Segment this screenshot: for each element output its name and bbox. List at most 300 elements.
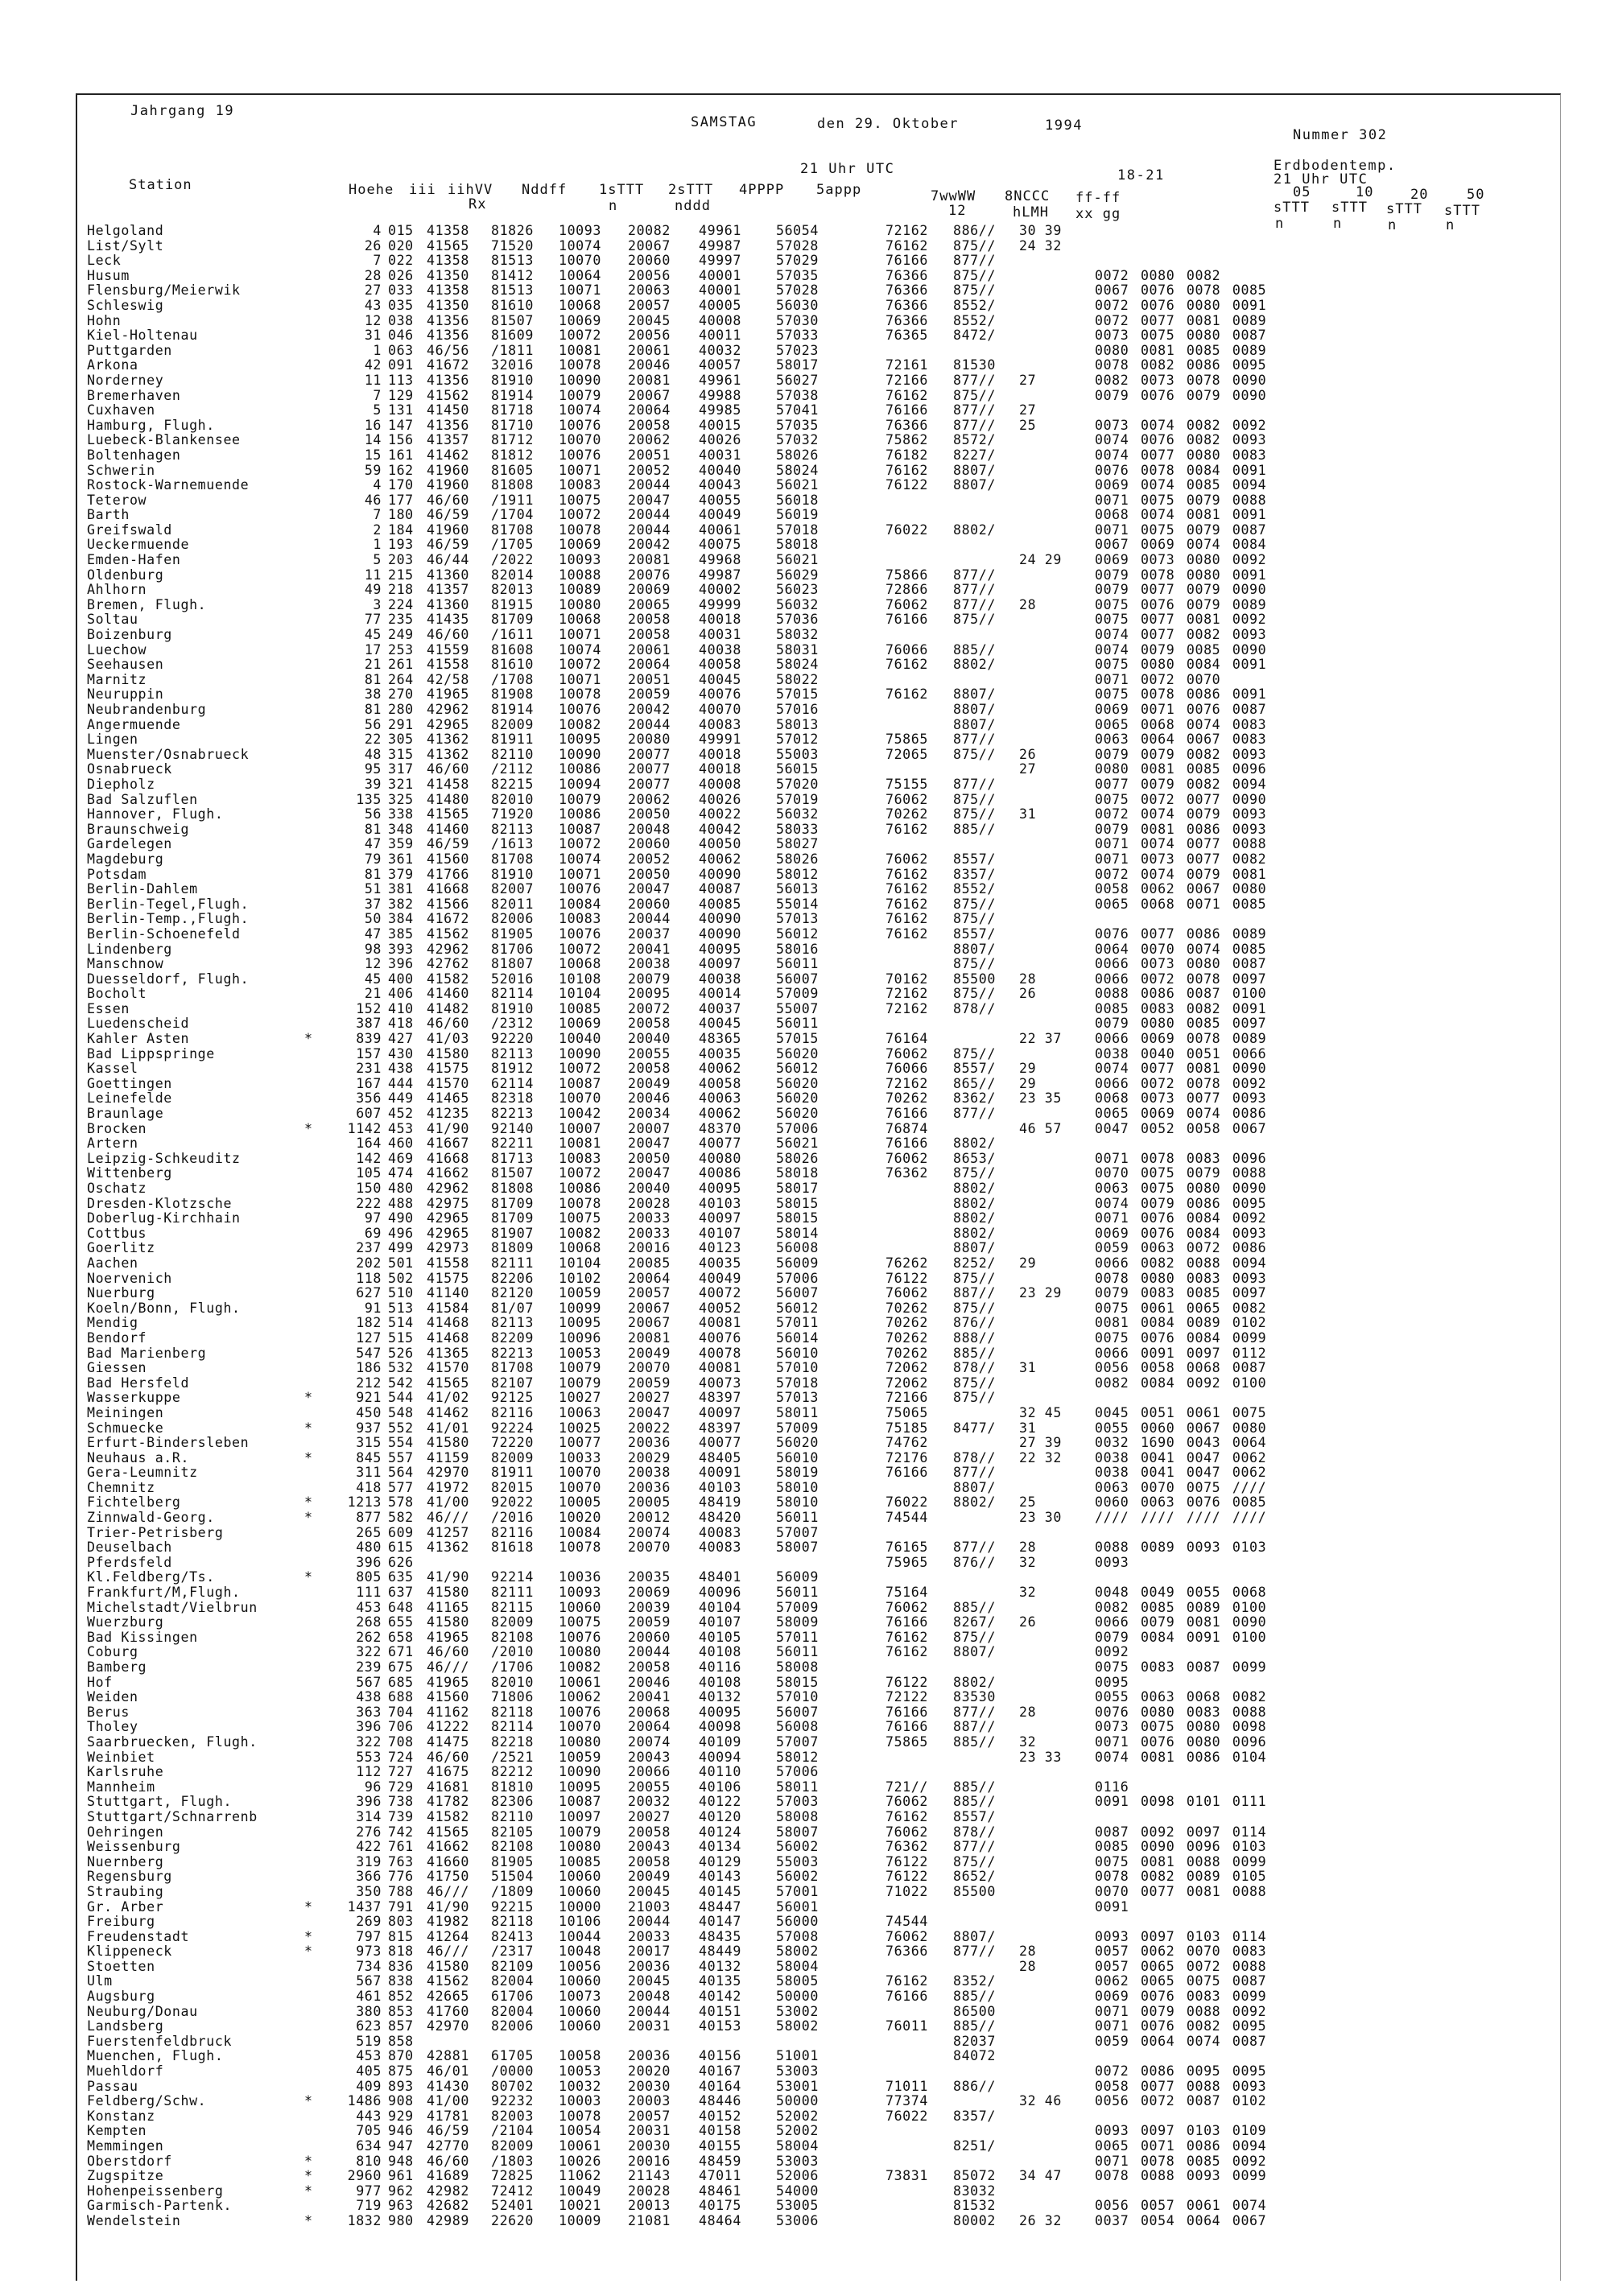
gusts-cell <box>1019 1136 1095 1152</box>
table-row <box>87 478 1385 493</box>
pressure-cell: 40045 <box>699 1016 741 1032</box>
sttt-2-cell: 20047 <box>628 1166 671 1181</box>
clouds-cell: 875// <box>953 1391 996 1406</box>
sttt-2-cell: 20057 <box>628 2108 671 2124</box>
nddff-cell: 22620 <box>491 2213 534 2228</box>
tendency-cell: 57010 <box>776 1690 819 1705</box>
pressure-cell: 40106 <box>699 1779 741 1795</box>
height-cell: 607 <box>356 1107 382 1122</box>
iihvv-cell: 41562 <box>427 388 469 403</box>
tendency-cell: 56014 <box>776 1330 819 1346</box>
sttt-1-cell: 10081 <box>559 1136 601 1152</box>
table-row <box>87 1465 1385 1481</box>
weather-cell: 76162 <box>886 238 928 254</box>
soil-temps-cell: 0075 0072 0077 0090 <box>1095 792 1267 807</box>
gusts-cell <box>1019 1197 1095 1212</box>
tendency-cell: 53005 <box>776 2199 819 2214</box>
station-label: Luechow <box>87 642 147 657</box>
iihvv-cell: 42/58 <box>427 672 469 687</box>
soil-temps-cell: 0057 0062 0070 0083 <box>1095 1944 1267 1960</box>
table-row <box>87 868 1385 883</box>
table-row <box>87 1676 1385 1691</box>
station-name <box>87 837 328 852</box>
pressure-cell: 40097 <box>699 1405 741 1420</box>
station-label: Emden-Hafen <box>87 553 181 568</box>
weather-cell <box>886 1765 953 1780</box>
station-id-cell: 552 <box>388 1420 414 1436</box>
pressure-cell: 40076 <box>699 687 741 703</box>
col-8nccc-sub: hLMH <box>1013 204 1049 221</box>
sttt-1-cell: 10076 <box>559 1630 601 1645</box>
sttt-1-cell: 10060 <box>559 1884 601 1899</box>
table-row <box>87 1570 1385 1585</box>
station-name <box>87 1585 328 1601</box>
pressure-cell: 40018 <box>699 612 741 628</box>
station-label: Schleswig <box>87 298 164 313</box>
sttt-2-cell: 20067 <box>628 238 671 254</box>
gusts-cell <box>1019 1047 1095 1062</box>
sttt-2-cell: 20046 <box>628 358 671 373</box>
weather-cell: 76365 <box>886 328 928 344</box>
station-label: Bad Marienberg <box>87 1346 207 1361</box>
weather-cell: 76062 <box>886 1929 928 1944</box>
pressure-cell: 40097 <box>699 957 741 972</box>
station-id-cell: 033 <box>388 283 414 299</box>
table-row <box>87 373 1385 389</box>
iihvv-cell: 41356 <box>427 313 469 328</box>
soil-temps-cell: 0071 0072 0070 <box>1095 672 1221 687</box>
nddff-cell: 82206 <box>491 1271 534 1286</box>
table-row <box>87 1585 1385 1601</box>
station-label: Landsberg <box>87 2019 164 2034</box>
gusts-cell <box>1019 1660 1095 1676</box>
height-cell: 450 <box>356 1405 382 1420</box>
station-name <box>87 2199 328 2214</box>
table-row <box>87 1601 1385 1616</box>
weather-cell: 76874 <box>886 1121 928 1136</box>
soil-temps-cell: 0082 0084 0092 0100 <box>1095 1375 1267 1391</box>
soil-temps-cell: 0075 0076 0079 0089 <box>1095 597 1267 612</box>
height-cell: 16 <box>364 418 382 433</box>
sttt-1-cell: 10070 <box>559 1465 601 1481</box>
weather-cell: 72166 <box>886 1391 928 1406</box>
pressure-cell: 40090 <box>699 912 741 927</box>
clouds-cell: 8807/ <box>953 687 996 703</box>
iihvv-cell: 42965 <box>427 1226 469 1241</box>
iihvv-cell: 42989 <box>427 2213 469 2228</box>
nddff-cell: 82009 <box>491 1615 534 1630</box>
sttt-2-cell: 20036 <box>628 1436 671 1451</box>
height-cell: 567 <box>356 1675 382 1690</box>
nddff-cell: 82118 <box>491 1915 534 1930</box>
gusts-cell: 28 <box>1019 1704 1037 1720</box>
sttt-1-cell: 10062 <box>559 1690 601 1705</box>
clouds-cell: 877// <box>953 403 996 418</box>
clouds-cell <box>953 1526 1019 1541</box>
sttt-1-cell: 10102 <box>559 1271 601 1286</box>
station-id-cell: 962 <box>388 2183 414 2199</box>
sttt-1-cell: 10070 <box>559 433 601 448</box>
soil-temps-cell: 0079 0078 0080 0091 <box>1095 567 1267 583</box>
clouds-cell: 885// <box>953 1346 996 1361</box>
pressure-cell: 40103 <box>699 1480 741 1495</box>
nddff-cell: 81826 <box>491 224 534 238</box>
sttt-2-cell: 20042 <box>628 538 671 553</box>
nddff-cell: 82213 <box>491 1346 534 1361</box>
station-id-cell: 444 <box>388 1076 414 1091</box>
tendency-cell: 56001 <box>776 1899 819 1915</box>
sttt-2-cell: 20061 <box>628 642 671 657</box>
station-id-cell: 582 <box>388 1511 414 1526</box>
station-name <box>87 1810 328 1825</box>
pressure-cell: 40002 <box>699 583 741 598</box>
tendency-cell: 57023 <box>776 343 819 358</box>
table-row <box>87 1526 1385 1541</box>
nddff-cell: /2521 <box>491 1750 534 1765</box>
pressure-cell: 40153 <box>699 2019 741 2034</box>
pressure-cell: 48449 <box>699 1944 741 1960</box>
iihvv-cell: 41162 <box>427 1704 469 1720</box>
clouds-cell: 875// <box>953 987 996 1002</box>
tendency-cell: 58011 <box>776 1405 819 1420</box>
station-label: Oschatz <box>87 1181 147 1196</box>
height-cell: 222 <box>356 1196 382 1211</box>
weather-cell: 76162 <box>886 926 928 942</box>
station-label: Freiburg <box>87 1915 155 1930</box>
sttt-2-cell: 20038 <box>628 957 671 972</box>
pressure-cell: 40026 <box>699 792 741 807</box>
sttt-1-cell: 10009 <box>559 2213 601 2228</box>
station-label: Noervenich <box>87 1271 172 1286</box>
station-label: Diepholz <box>87 777 155 792</box>
nddff-cell: 61705 <box>491 2049 534 2064</box>
station-name <box>87 1301 328 1317</box>
gusts-cell <box>1019 942 1095 958</box>
station-label: Schwerin <box>87 463 155 478</box>
mountain-station-marker: * <box>304 2169 313 2184</box>
height-cell: 322 <box>356 1734 382 1750</box>
tendency-cell: 56020 <box>776 1046 819 1061</box>
station-id-cell: 469 <box>388 1151 414 1166</box>
table-row <box>87 358 1385 373</box>
weather-cell: 72162 <box>886 1001 928 1016</box>
station-label: Magdeburg <box>87 851 164 867</box>
tendency-cell: 57008 <box>776 1929 819 1944</box>
tendency-cell: 56007 <box>776 1286 819 1301</box>
nddff-cell: /1811 <box>491 343 534 358</box>
pressure-cell: 40103 <box>699 1196 741 1211</box>
iihvv-cell: 42770 <box>427 2139 469 2154</box>
soil-temp-title: Erdbodentemp. <box>1274 158 1397 174</box>
clouds-cell: 8557/ <box>953 851 996 867</box>
nddff-cell: 82413 <box>491 1929 534 1944</box>
weather-cell: 76062 <box>886 1795 928 1810</box>
station-label: Arkona <box>87 358 138 373</box>
station-name <box>87 718 328 733</box>
gusts-cell: 32 45 <box>1019 1405 1062 1420</box>
height-cell: 2960 <box>347 2169 382 2184</box>
gusts-cell <box>1019 1690 1095 1705</box>
table-row <box>87 1795 1385 1810</box>
station-name <box>87 987 328 1002</box>
weather-cell: 76162 <box>886 687 928 703</box>
clouds-cell <box>953 344 1019 359</box>
iihvv-cell: 41570 <box>427 1361 469 1376</box>
pressure-cell: 40011 <box>699 328 741 344</box>
table-row <box>87 1197 1385 1212</box>
tendency-cell: 57011 <box>776 1316 819 1331</box>
sttt-2-cell: 20085 <box>628 1255 671 1271</box>
weather-cell: 76162 <box>886 912 928 927</box>
station-label: Luedenscheid <box>87 1016 190 1032</box>
station-id-cell: 490 <box>388 1211 414 1226</box>
table-row <box>87 1645 1385 1660</box>
sttt-2-cell: 20005 <box>628 1495 671 1511</box>
weather-cell: 72161 <box>886 358 928 373</box>
tendency-cell: 58012 <box>776 1750 819 1765</box>
nddff-cell: 81914 <box>491 703 534 717</box>
table-row <box>87 1436 1385 1451</box>
station-name <box>87 508 328 523</box>
nddff-cell: 82110 <box>491 747 534 762</box>
iihvv-cell: 41358 <box>427 224 469 238</box>
sttt-1-cell: 10104 <box>559 987 601 1002</box>
clouds-cell: 84072 <box>953 2049 996 2064</box>
weather-cell: 76166 <box>886 1989 928 2005</box>
station-label: Bad Salzuflen <box>87 792 198 807</box>
soil-temps-cell: 0075 0077 0081 0092 <box>1095 612 1267 628</box>
sttt-1-cell: 10076 <box>559 418 601 433</box>
clouds-cell: 8802/ <box>953 657 996 673</box>
sttt-1-cell: 10084 <box>559 897 601 912</box>
sttt-2-cell: 21081 <box>628 2213 671 2228</box>
sttt-2-cell: 20003 <box>628 2094 671 2109</box>
sttt-1-cell: 10027 <box>559 1391 601 1406</box>
table-row <box>87 2109 1385 2125</box>
nddff-cell: 81907 <box>491 1226 534 1241</box>
sttt-2-cell: 20069 <box>628 1585 671 1601</box>
soil-temps-cell: 0080 0081 0085 0096 <box>1095 762 1267 777</box>
soil-temps-cell: 0082 0085 0089 0100 <box>1095 1600 1267 1615</box>
pressure-cell: 40001 <box>699 268 741 283</box>
station-id-cell: 499 <box>388 1241 414 1256</box>
sttt-1-cell: 10078 <box>559 2108 601 2124</box>
weather-cell: 76366 <box>886 418 928 433</box>
station-id-cell: 418 <box>388 1016 414 1032</box>
sttt-1-cell: 10072 <box>559 1166 601 1181</box>
weather-cell: 72166 <box>886 373 928 388</box>
sttt-2-cell: 20044 <box>628 2004 671 2019</box>
station-id-cell: 015 <box>388 224 414 238</box>
gusts-cell <box>1019 1316 1095 1331</box>
soil-temps-cell <box>1095 1570 1385 1585</box>
height-cell: 47 <box>364 837 382 852</box>
sttt-1-cell: 10076 <box>559 1704 601 1720</box>
sttt-2-cell <box>628 1556 699 1571</box>
pressure-cell: 48370 <box>699 1121 741 1136</box>
station-label: Klippeneck <box>87 1944 172 1960</box>
sttt-1-cell: 10108 <box>559 971 601 987</box>
gusts-cell <box>1019 1211 1095 1226</box>
iihvv-cell: 41760 <box>427 2004 469 2019</box>
pressure-cell: 40156 <box>699 2049 741 2064</box>
sttt-2-cell: 20095 <box>628 987 671 1002</box>
gusts-cell: 32 46 <box>1019 2094 1062 2109</box>
height-cell: 567 <box>356 1974 382 1989</box>
iihvv-cell: 41482 <box>427 1001 469 1016</box>
col-rx: Rx <box>469 196 487 212</box>
iihvv-cell: 41165 <box>427 1600 469 1615</box>
gusts-cell <box>1019 1107 1095 1122</box>
tendency-cell: 55014 <box>776 897 819 912</box>
station-label: Bendorf <box>87 1330 147 1346</box>
weather-cell <box>886 1226 953 1242</box>
tendency-cell: 57015 <box>776 687 819 703</box>
pressure-cell: 40062 <box>699 851 741 867</box>
gusts-cell: 29 <box>1019 1076 1037 1091</box>
tendency-cell: 56029 <box>776 567 819 583</box>
station-id-cell: 156 <box>388 433 414 448</box>
clouds-cell <box>953 628 1019 643</box>
iihvv-cell: 41562 <box>427 926 469 942</box>
station-label: Berlin-Tegel,Flugh. <box>87 897 250 912</box>
weather-cell <box>886 957 953 972</box>
height-cell: 705 <box>356 2124 382 2139</box>
sttt-2-cell: 20063 <box>628 283 671 299</box>
gusts-cell <box>1019 687 1095 703</box>
gusts-cell: 28 <box>1019 597 1037 612</box>
sttt-1-cell: 10078 <box>559 687 601 703</box>
station-name <box>87 673 328 688</box>
weather-cell <box>886 1181 953 1197</box>
soil-temps-cell: 0079 0079 0082 0093 <box>1095 747 1267 762</box>
station-id-cell: 305 <box>388 732 414 748</box>
station-id-cell: 113 <box>388 373 414 388</box>
mountain-station-marker: * <box>304 1495 313 1511</box>
sttt-2-cell: 20041 <box>628 942 671 957</box>
station-id-cell: 727 <box>388 1765 414 1780</box>
sttt-2-cell: 20027 <box>628 1809 671 1824</box>
gusts-cell: 26 <box>1019 747 1037 762</box>
clouds-cell: 887// <box>953 1720 996 1735</box>
height-cell: 237 <box>356 1241 382 1256</box>
iihvv-cell: 41582 <box>427 1809 469 1824</box>
height-cell: 1213 <box>347 1495 382 1511</box>
clouds-cell: 877// <box>953 1107 996 1122</box>
table-row <box>87 2080 1385 2095</box>
table-row <box>87 2154 1385 2170</box>
weather-cell <box>886 1211 953 1226</box>
sttt-2-cell: 20082 <box>628 224 671 238</box>
col-station: Station <box>129 177 192 193</box>
table-row <box>87 837 1385 852</box>
sttt-1-cell: 10082 <box>559 1226 601 1241</box>
iihvv-cell: 41560 <box>427 1690 469 1705</box>
table-row <box>87 1915 1385 1930</box>
table-row <box>87 1181 1385 1197</box>
mountain-station-marker: * <box>304 2183 313 2199</box>
mountain-station-marker: * <box>304 1944 313 1960</box>
clouds-cell: 875// <box>953 897 996 912</box>
weather-cell: 76022 <box>886 1495 928 1511</box>
sttt-2-cell: 20047 <box>628 882 671 897</box>
pressure-cell: 40090 <box>699 867 741 882</box>
weather-cell <box>886 1570 953 1585</box>
table-row <box>87 2064 1385 2080</box>
clouds-cell: 877// <box>953 567 996 583</box>
nddff-cell: 81605 <box>491 463 534 478</box>
sttt-2-cell: 20064 <box>628 657 671 673</box>
table-row <box>87 1361 1385 1376</box>
station-id-cell: 291 <box>388 717 414 732</box>
nddff-cell: 82113 <box>491 822 534 837</box>
weather-cell: 76162 <box>886 867 928 882</box>
iihvv-cell: 46/59 <box>427 508 469 523</box>
table-row <box>87 283 1385 299</box>
station-label: Ahlhorn <box>87 583 147 598</box>
sttt-1-cell: 10070 <box>559 254 601 269</box>
sttt-2-cell: 20081 <box>628 553 671 568</box>
pressure-cell: 49985 <box>699 403 741 418</box>
station-name <box>87 448 328 464</box>
pressure-cell: 40070 <box>699 703 741 717</box>
table-row <box>87 239 1385 254</box>
soil-temps-cell: 0080 0081 0085 0089 <box>1095 343 1267 358</box>
sttt-2-cell: 20048 <box>628 822 671 837</box>
station-id-cell: 554 <box>388 1436 414 1451</box>
nddff-cell: 82007 <box>491 882 534 897</box>
station-name <box>87 1256 328 1272</box>
station-id-cell: 648 <box>388 1600 414 1615</box>
gusts-cell: 28 <box>1019 1540 1037 1556</box>
table-row <box>87 583 1385 598</box>
gusts-cell <box>1019 2034 1095 2050</box>
station-label: Teterow <box>87 493 147 508</box>
nddff-cell: 82011 <box>491 897 534 912</box>
station-label: Bremerhaven <box>87 388 181 403</box>
gusts-cell <box>1019 1810 1095 1825</box>
sttt-1-cell: 10075 <box>559 1615 601 1630</box>
nddff-cell: 81914 <box>491 388 534 403</box>
sttt-2-cell: 20058 <box>628 1854 671 1869</box>
table-row <box>87 1451 1385 1466</box>
gusts-cell <box>1019 1825 1095 1841</box>
table-row <box>87 1211 1385 1226</box>
sttt-2-cell: 20058 <box>628 1016 671 1032</box>
pressure-cell: 40080 <box>699 1151 741 1166</box>
station-name <box>87 1780 328 1795</box>
station-label: Koeln/Bonn, Flugh. <box>87 1301 241 1316</box>
col-sttt-05: sTTT <box>1274 200 1310 216</box>
station-name <box>87 523 328 538</box>
soil-temps-cell: 0038 0041 0047 0062 <box>1095 1465 1267 1481</box>
sttt-1-cell: 10082 <box>559 1660 601 1675</box>
iihvv-cell: 41358 <box>427 254 469 269</box>
table-row <box>87 1032 1385 1047</box>
station-name <box>87 1316 328 1331</box>
col-1sttt: 1sTTT <box>599 182 645 198</box>
table-row <box>87 1556 1385 1571</box>
col-ff: ff-ff <box>1075 190 1121 206</box>
nddff-cell: /1803 <box>491 2154 534 2169</box>
mountain-station-marker: * <box>304 1032 313 1047</box>
station-id-cell: 929 <box>388 2108 414 2124</box>
station-id-cell: 315 <box>388 747 414 762</box>
sttt-1-cell: 10095 <box>559 1316 601 1331</box>
height-cell: 164 <box>356 1136 382 1152</box>
nddff-cell: 82014 <box>491 567 534 583</box>
clouds-cell: 875// <box>953 268 996 283</box>
